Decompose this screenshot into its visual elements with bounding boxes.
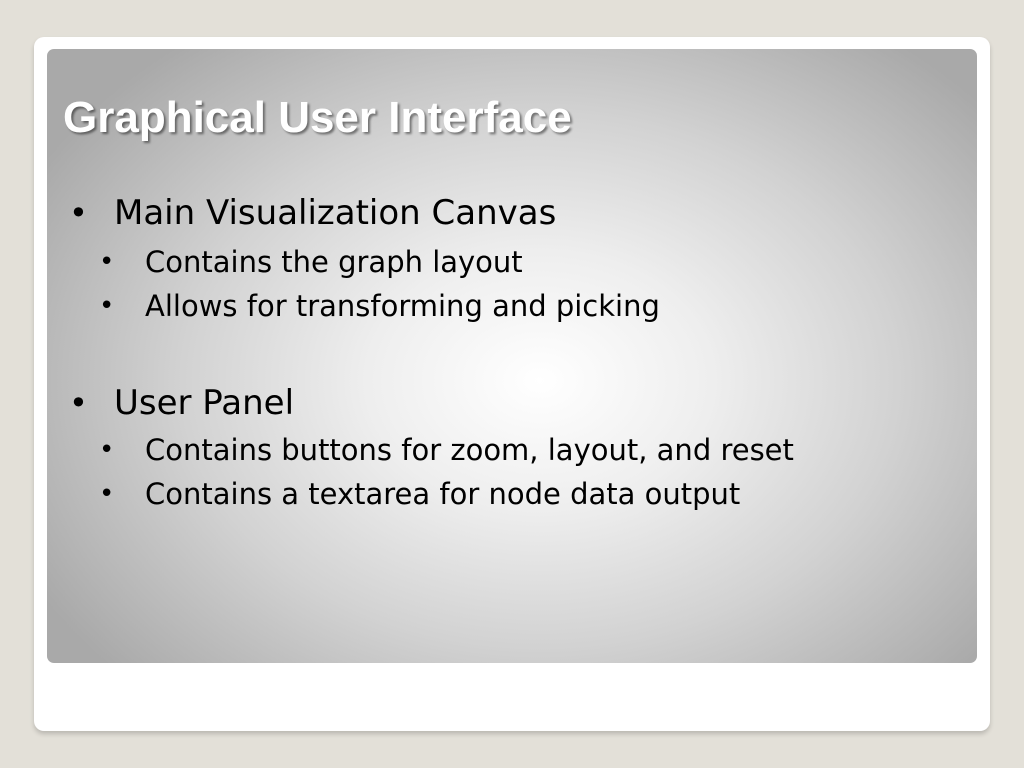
bullet-text: Main Visualization Canvas xyxy=(114,193,557,233)
content-panel xyxy=(47,49,977,663)
sub-bullet-text: Contains a textarea for node data output xyxy=(145,477,741,511)
slide-frame xyxy=(34,37,990,731)
bullet-icon: • xyxy=(69,384,88,422)
bullet-icon: • xyxy=(69,194,88,232)
bullet-icon: • xyxy=(99,435,115,465)
bullet-list xyxy=(47,49,977,663)
bullet-icon: • xyxy=(99,479,115,509)
bullet-icon: • xyxy=(99,247,115,277)
bullet-icon: • xyxy=(99,291,115,321)
sub-bullet-text: Allows for transforming and picking xyxy=(145,289,660,323)
sub-bullet-text: Contains the graph layout xyxy=(145,245,523,279)
bullet-text: User Panel xyxy=(114,383,295,423)
slide-title: Graphical User Interface xyxy=(63,93,572,142)
sub-bullet-text: Contains buttons for zoom, layout, and reset xyxy=(145,433,794,467)
